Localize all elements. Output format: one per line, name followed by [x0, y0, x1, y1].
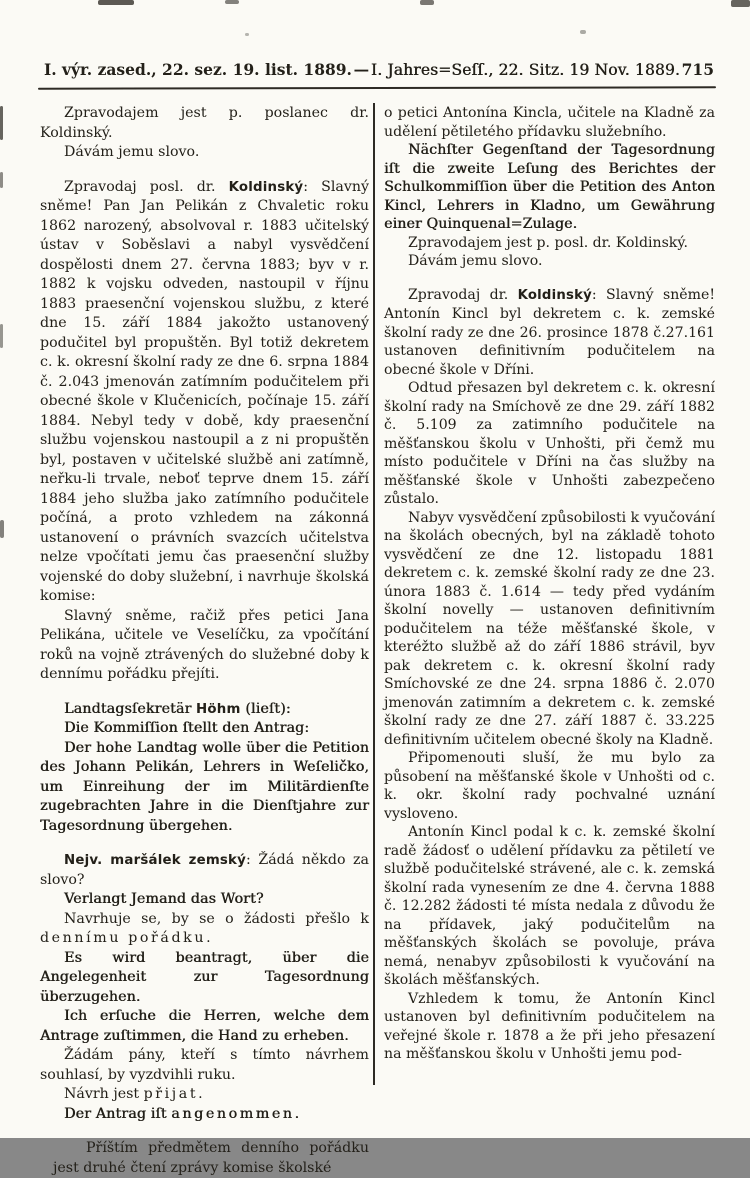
paragraph [384, 823, 715, 990]
scan-artifact [0, 520, 4, 538]
text-run: Der Antrag iſt [64, 1105, 172, 1122]
scan-artifact [245, 33, 249, 36]
text-run: : Slavný sněme! Pan Jan Pelikán z Chvaletic roku 1862 narozený, absolvoval r. 1883 učitelský ústav v Soběslavi a nabyl vysvědčení dospělosti dnem 27. června 1883; byv v r. 1882 k vojsku odveden, nastoupil v říjnu 1883 praesenční vojenskou službu, z které dne 15. září 1884 jakožto ustanovený podučitel byl propuštěn. Byl totiž dekretem c. k. okresní školní rady ze dne 6. srpna 1884 č. 2.043 jmenován zatímním podučitelem při obecné škole v Klučenicích, počínaje 15. září 1884. Nebyl tedy v době, kdy praesenční službu vojenskou nastoupil a z ni propuštěn byl, postaven v učitelské službě ani zatímně, neřku-li trvale, neboť teprve dnem 15. září 1884 jeho služba jako zatímního podučitele počíná, a proto vzhledem na zákonná ustanovení o právních svazcích učitelstva nelze vpočítati jemu čas praesenční služby vojenské do doby služební, i navrhuje školská komise: [40, 178, 369, 604]
paragraph [384, 286, 715, 380]
text-run: : Slavný sněme! Antonín Kincl byl dekretem c. k. zemské školní rady ze dne 26. prosince 1878 č.27.161 ustanoven definitivním podučitelem na obecné škole v Dříni. [384, 286, 715, 378]
paragraph [40, 1105, 369, 1125]
speaker-name: Nejv. maršálek zemský [64, 853, 247, 868]
text-run: Žádám pány, kteří s tímto návrhem souhlasí, by vyzdvihli ruku. [40, 1047, 369, 1083]
paragraph [40, 949, 369, 1008]
text-run: Nabyv vysvědčení způsobilosti k vyučování na školách obecných, byl na základě tohoto vysvědčení ze dne 12. listopadu 1881 dekretem c. k. zemské školní rady ze dne 23. února 1883 č. 1.614 — tedy před vydáním školní novelly — ustanoven definitivním podučitelem na téže měšťanské škole, v kteréžto službě až do září 1886 strávil, byv pak dekretem c. k. okresní školní rady Smíchovské ze dne 24. srpna 1886 č. 2.070 jmenován zatimním a dekretem c. k. zemské školní rady ze dne 27. září 1887 č. 33.225 definitivním učitelem obecné školy na Kladně. [384, 509, 715, 748]
text-run: Die Kommiſſion ſtellt den Antrag: [64, 720, 310, 736]
scan-artifact [580, 30, 586, 34]
scan-artifact [731, 0, 750, 7]
paragraph [384, 749, 715, 823]
speaker-name: Koldinský [228, 179, 304, 195]
text-run: Vzhledem k tomu, že Antonín Kincl ustanoven byl definitivním podučitelem na veřejné škole r. 1878 a že při jeho přesazení na měšťanskou školu v Unhošti jemu pod- [384, 990, 715, 1062]
text-run: . [198, 1086, 203, 1102]
text-run: Dávám jemu slovo. [408, 253, 543, 269]
page-header [44, 60, 714, 79]
scan-artifact [225, 0, 239, 4]
paragraph [40, 851, 369, 890]
text-run: Odtud přesazen byl dekretem c. k. okresní školní rady na Smíchově ze dne 29. září 1882 č. 5.109 za zatimního podučitele na měšťanskou školu v Unhošti, při čemž mu místo podučitele v Dříni na čas služby na měšťanské škole v Unhošti zabezpečeno zůstalo. [384, 380, 715, 507]
scan-artifact [98, 0, 134, 5]
paragraph [384, 234, 715, 253]
header-session-czech: I. výr. zased., 22. sez. 19. list. 1889. [44, 60, 352, 79]
text-run: Nächſter Gegenſtand der Tagesordnung iſt die zweite Leſung des Berichtes der Schulkommiſſion über die Petition des Anton Kincl, Lehrers in Kladno, um Gewährung einer Quinquenal=Zulage. [384, 142, 715, 232]
text-run: Der hohe Landtag wolle über die Petition des Johann Pelikán, Lehrers in Weſeličko, um Einreihung der im Militärdienſte zugebrachten Jahre in die Dienſtjahre zur Tagesordnung übergehen. [40, 739, 369, 834]
paragraph [40, 143, 369, 163]
text-run: : Žádá někdo za slovo? [40, 852, 369, 888]
paragraph [40, 607, 369, 685]
scan-artifact [0, 324, 3, 348]
header-dash: — [353, 60, 370, 79]
paragraph [384, 990, 715, 1064]
left-column [40, 104, 369, 1178]
text-run: Ich erſuche die Herren, welche dem Antrage zuſtimmen, die Hand zu erheben. [40, 1008, 369, 1044]
page-number: 715 [681, 60, 714, 79]
paragraph [384, 379, 715, 509]
paragraph [384, 509, 715, 750]
speaker-name: Höhm [196, 701, 241, 717]
paragraph [40, 910, 369, 949]
paragraph [40, 739, 369, 837]
speaker-name: Koldinský [517, 287, 592, 303]
text-run: Dávám jemu slovo. [64, 144, 200, 160]
text-run: Příštím předmětem denního pořádku jest druhé čtení zprávy komise školské [53, 1140, 369, 1176]
text-run: o petici Antonína Kincla, učitele na Kladně za udělení pětiletého přídavku služebního. [384, 105, 715, 140]
text-run: dennímu pořádku [40, 930, 207, 946]
paragraph [40, 1085, 369, 1105]
paragraph [384, 104, 715, 141]
right-column [384, 104, 715, 1064]
paragraph [40, 890, 369, 910]
text-run: (lieſt): [240, 700, 291, 717]
scan-artifact [0, 106, 3, 140]
paragraph [40, 104, 369, 143]
scan-artifact [0, 172, 3, 188]
paragraph [40, 1046, 369, 1085]
text-run: Antonín Kincl podal k c. k. zemské školní radě žádosť o udělení přídavku za pětiletí ve službě podučitelské strávené, ale c. k. zemská školní rada vynesením ze dne 4. června 1888 č. 12.282 žádosti té místa nedala z důvodu že na přídavek, jaký podučitelům na měšťanských školách se povoluje, práva nemá, nenabyv způsobilosti k vyučování na školách měšťanských. [384, 824, 715, 988]
text-run: Zpravodaj posl. dr. [64, 178, 229, 195]
text-run: Připomenouti sluší, že mu bylo za působení na měšťanské škole v Unhošti od c. k. okr. školní rady pochvalné uznání vysloveno. [384, 750, 715, 822]
text-run: Landtagsſekretär [64, 700, 197, 717]
text-run: . [294, 1105, 300, 1122]
text-run: Zpravodaj dr. [408, 286, 518, 303]
text-run: Slavný sněme, račiž přes petici Jana Pelikána, učitele ve Veselíčku, za vpočítání roků na vojně ztrávených do služebné doby k dennímu pořádku přejíti. [40, 607, 369, 682]
text-run: Zpravodajem jest p. poslanec dr. Koldinský. [40, 105, 369, 141]
column-divider-rule [373, 103, 375, 1085]
text-run: Zpravodajem jest p. posl. dr. Koldinský. [408, 234, 688, 251]
text-run: . [206, 930, 211, 946]
header-session-german: I. Jahres=Seſſ., 22. Sitz. 19 Nov. 1889. [370, 61, 680, 79]
paragraph [40, 1007, 369, 1046]
paragraph [384, 252, 715, 271]
text-run: přijat [143, 1086, 199, 1102]
text-run: Verlangt Jemand das Wort? [64, 891, 264, 907]
text-run: angenommen [171, 1105, 295, 1122]
text-run: Es wird beantragt, über die Angelegenheit zur Tagesordnung überzugehen. [40, 949, 369, 1005]
text-run: Navrhuje se, by se o žádosti přešlo k [64, 910, 369, 927]
paragraph [40, 1139, 369, 1178]
scan-artifact [420, 0, 434, 5]
paragraph [40, 178, 369, 607]
paragraph [40, 719, 369, 739]
paragraph [384, 141, 715, 234]
text-run: Návrh jest [64, 1086, 144, 1102]
paragraph [40, 700, 369, 720]
header-rule [38, 86, 716, 89]
